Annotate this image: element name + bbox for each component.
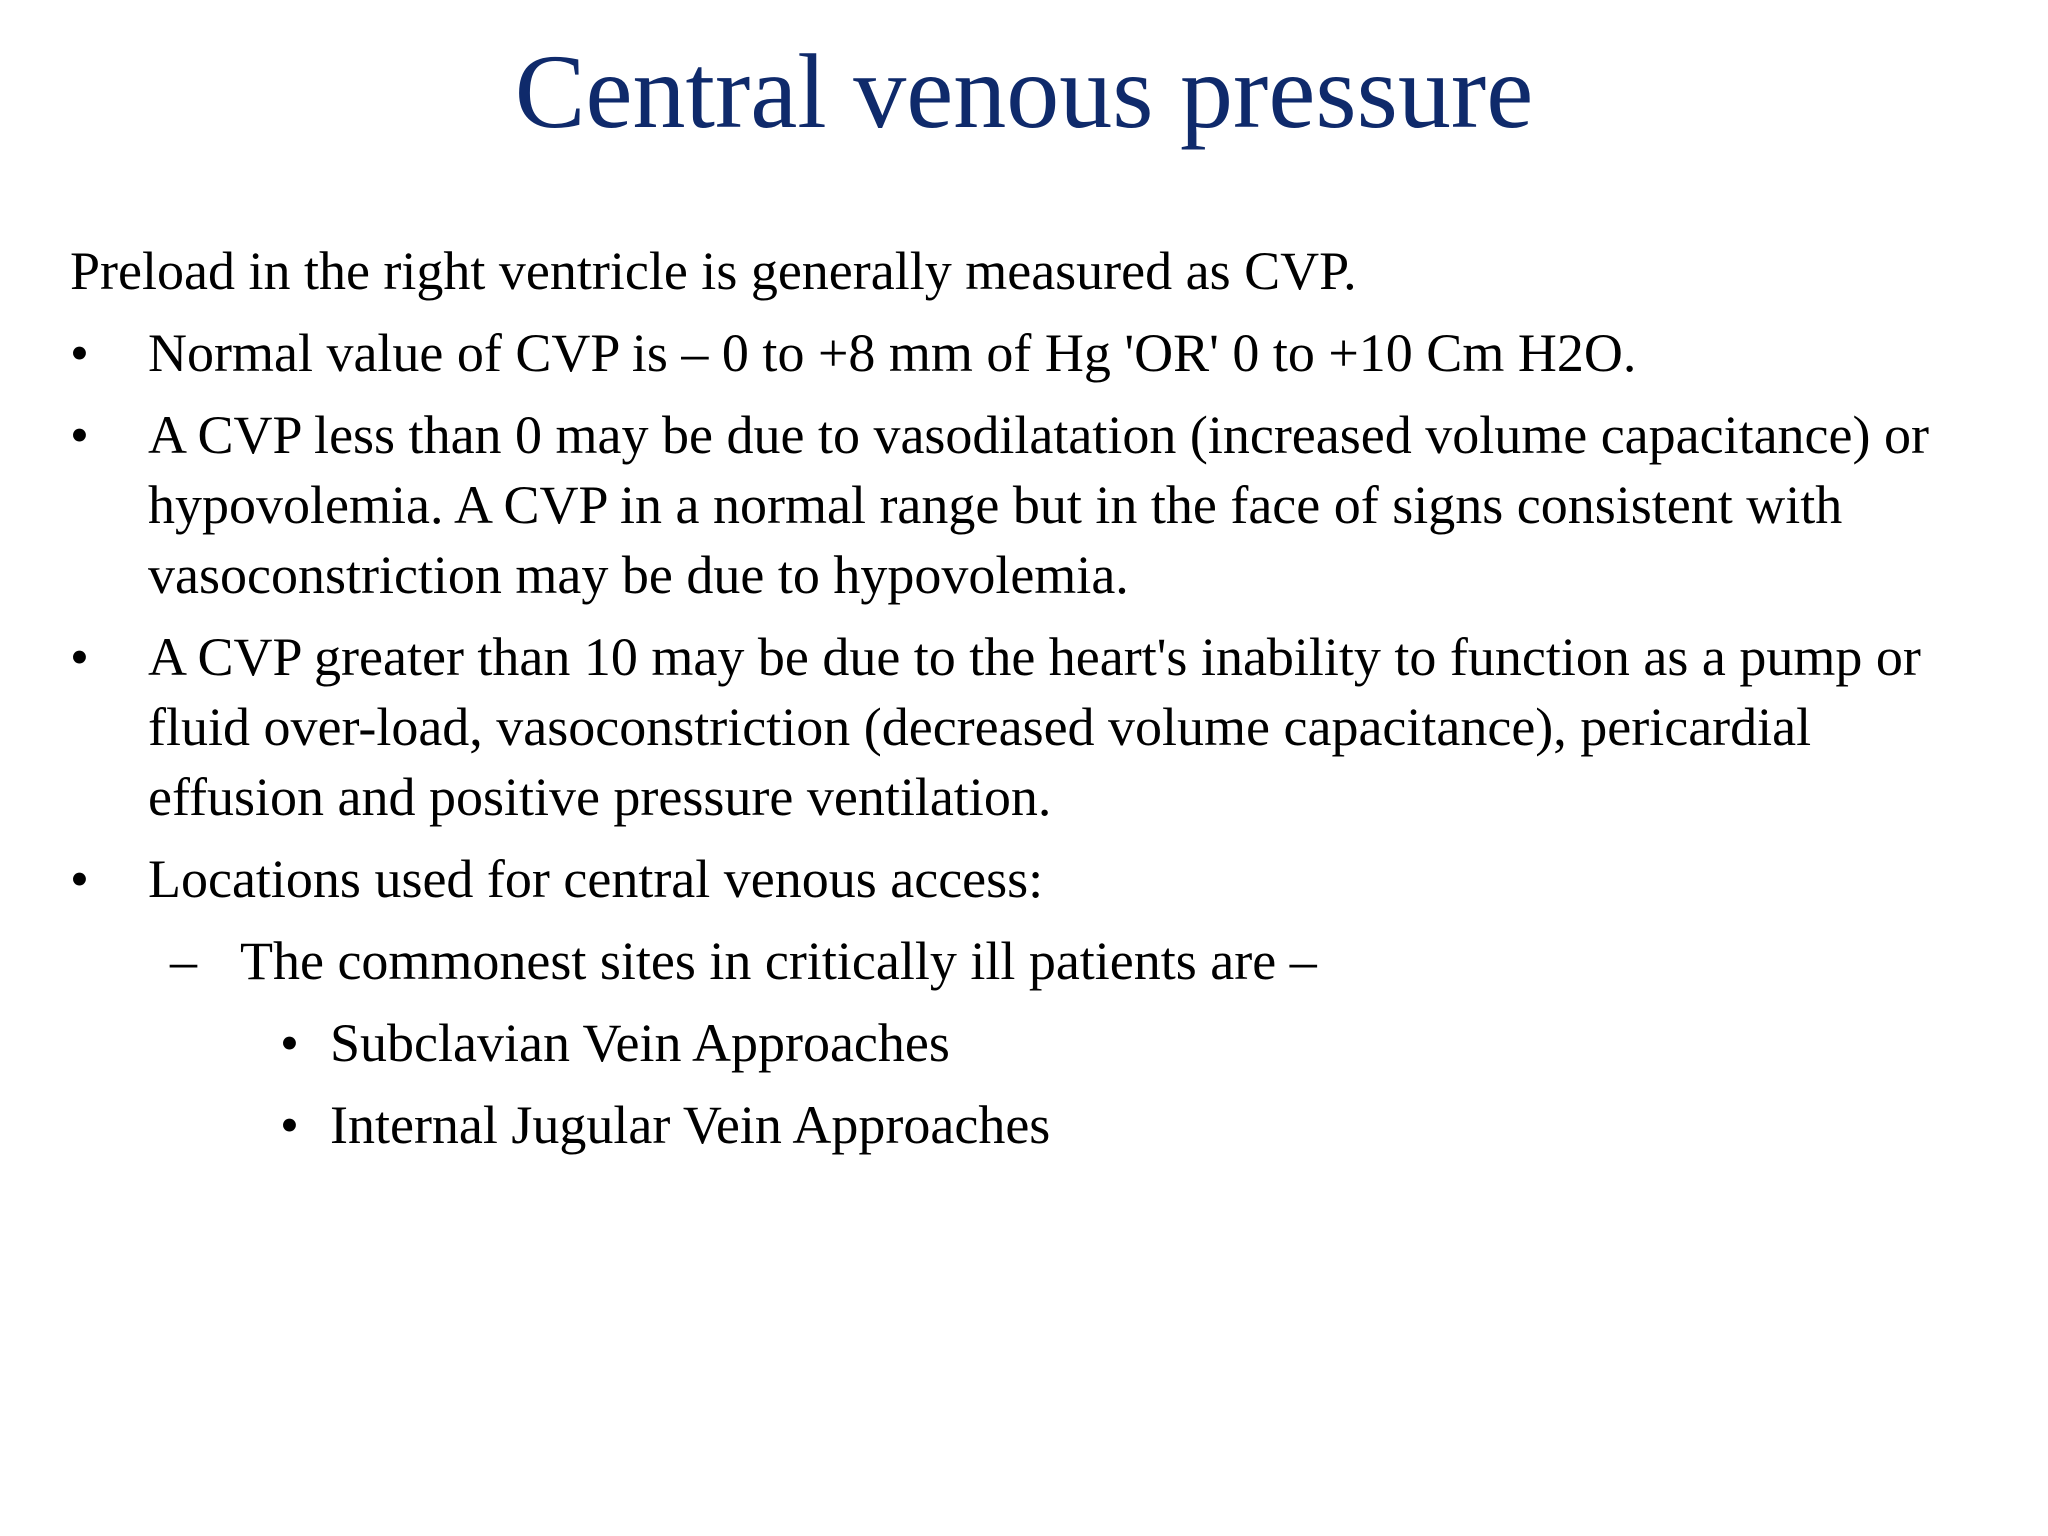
bullet-icon: • bbox=[280, 1013, 299, 1073]
bullet-item bbox=[70, 622, 1970, 832]
slide-title: Central venous pressure bbox=[514, 33, 1534, 150]
bullet-item bbox=[70, 844, 1970, 914]
bullet-icon: • bbox=[280, 1095, 299, 1155]
intro-text: Preload in the right ventricle is generally measured as CVP. bbox=[70, 241, 1357, 301]
bullet-text: A CVP greater than 10 may be due to the heart's inability to function as a pump or fluid over-load, vasoconstriction (decreased volume capacitance), pericardial effusion and positive pressure ventilation. bbox=[148, 627, 1921, 827]
sub-item bbox=[70, 926, 1970, 996]
bullet-item bbox=[70, 400, 1970, 610]
sub-sub-item-text: Subclavian Vein Approaches bbox=[330, 1013, 950, 1073]
sub-sub-item-text: Internal Jugular Vein Approaches bbox=[330, 1095, 1051, 1155]
slide-body bbox=[70, 236, 1970, 1172]
bullet-item bbox=[70, 318, 1970, 388]
bullet-icon: • bbox=[70, 627, 89, 687]
bullet-icon: • bbox=[70, 849, 89, 909]
dash-icon: – bbox=[170, 931, 197, 991]
sub-item-text: The commonest sites in critically ill patients are – bbox=[240, 931, 1317, 991]
sub-sub-item bbox=[70, 1090, 1970, 1160]
bullet-text: A CVP less than 0 may be due to vasodilatation (increased volume capacitance) or hypovolemia. A CVP in a normal range but in the face of signs consistent with vasoconstriction may be due to hypovolemia. bbox=[148, 405, 1929, 605]
bullet-icon: • bbox=[70, 405, 89, 465]
bullet-text: Normal value of CVP is – 0 to +8 mm of Hg 'OR' 0 to +10 Cm H2O. bbox=[148, 323, 1637, 383]
sub-sub-item bbox=[70, 1008, 1970, 1078]
bullet-text: Locations used for central venous access: bbox=[148, 849, 1044, 909]
bullet-icon: • bbox=[70, 323, 89, 383]
